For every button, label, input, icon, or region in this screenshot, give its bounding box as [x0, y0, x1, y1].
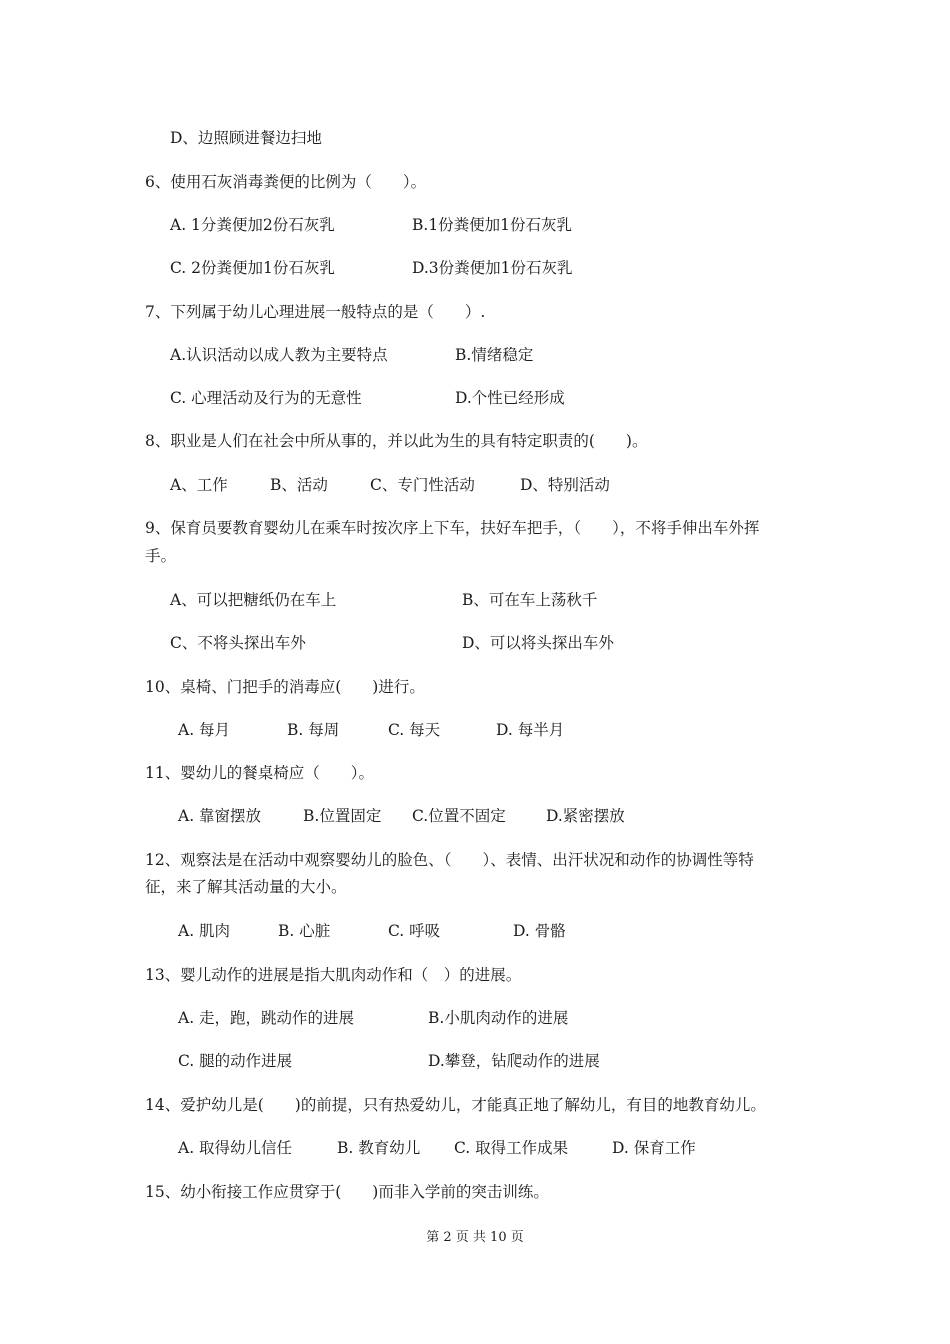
q9-option-c: C、不将头探出车外	[170, 634, 306, 652]
q12-option-d: D. 骨骼	[513, 922, 566, 940]
q9-stem-line1: 9、保育员要教育婴幼儿在乘车时按次序上下车，扶好车把手，（ ），不将手伸出车外挥	[145, 519, 760, 537]
q14-option-b: B. 教育幼儿	[337, 1139, 421, 1157]
q14-option-a: A. 取得幼儿信任	[178, 1139, 293, 1157]
q14-option-c: C. 取得工作成果	[454, 1139, 569, 1157]
q13-option-d: D.攀登，钻爬动作的进展	[428, 1052, 600, 1070]
q14-stem: 14、爱护幼儿是( )的前提，只有热爱幼儿，才能真正地了解幼儿，有目的地教育幼儿。	[145, 1096, 766, 1114]
q10-option-b: B. 每周	[287, 721, 340, 739]
q9-stem-line2: 手。	[145, 547, 177, 565]
q13-option-c: C. 腿的动作进展	[178, 1052, 293, 1070]
q8-option-c: C、专门性活动	[370, 476, 475, 494]
q12-stem-line1: 12、观察法是在活动中观察婴幼儿的脸色、（ ）、表情、出汗状况和动作的协调性等特	[145, 851, 754, 869]
q7-stem: 7、下列属于幼儿心理进展一般特点的是（ ）.	[145, 303, 486, 321]
q11-stem: 11、婴幼儿的餐桌椅应（ ）。	[145, 764, 374, 782]
q10-option-c: C. 每天	[388, 721, 441, 739]
q11-option-b: B.位置固定	[303, 807, 382, 825]
q11-option-d: D.紧密摆放	[546, 807, 625, 825]
q9-option-b: B、可在车上荡秋千	[462, 591, 598, 609]
q10-stem: 10、桌椅、门把手的消毒应( )进行。	[145, 678, 425, 696]
q8-option-d: D、特别活动	[520, 476, 610, 494]
q10-option-d: D. 每半月	[496, 721, 565, 739]
q14-option-d: D. 保育工作	[612, 1139, 696, 1157]
q15-stem: 15、幼小衔接工作应贯穿于( )而非入学前的突击训练。	[145, 1183, 549, 1201]
q6-option-a: A. 1分粪便加2份石灰乳	[170, 216, 335, 234]
q12-stem-line2: 征，来了解其活动量的大小。	[145, 878, 347, 896]
q9-option-a: A、可以把糖纸仍在车上	[170, 591, 337, 609]
q6-option-c: C. 2份粪便加1份石灰乳	[170, 259, 335, 277]
q5-option-d: D、边照顾进餐边扫地	[170, 129, 322, 147]
q7-option-d: D.个性已经形成	[455, 389, 565, 407]
q13-option-a: A. 走，跑，跳动作的进展	[178, 1009, 355, 1027]
q12-option-b: B. 心脏	[278, 922, 331, 940]
q11-option-c: C.位置不固定	[412, 807, 506, 825]
q7-option-a: A.认识活动以成人教为主要特点	[170, 346, 388, 364]
q11-option-a: A. 靠窗摆放	[178, 807, 262, 825]
q13-stem: 13、婴儿动作的进展是指大肌肉动作和（ ）的进展。	[145, 966, 522, 984]
q6-option-d: D.3份粪便加1份石灰乳	[412, 259, 573, 277]
q7-option-c: C. 心理活动及行为的无意性	[170, 389, 362, 407]
page-number-footer: 第 2 页 共 10 页	[426, 1230, 524, 1245]
q8-option-a: A、工作	[170, 476, 228, 494]
q13-option-b: B.小肌肉动作的进展	[428, 1009, 569, 1027]
q6-stem: 6、使用石灰消毒粪便的比例为（ ）。	[145, 173, 427, 191]
q8-option-b: B、活动	[270, 476, 328, 494]
q8-stem: 8、职业是人们在社会中所从事的，并以此为生的具有特定职责的( )。	[145, 432, 648, 450]
q7-option-b: B.情绪稳定	[455, 346, 534, 364]
q12-option-a: A. 肌肉	[178, 922, 231, 940]
q6-option-b: B.1份粪便加1份石灰乳	[412, 216, 573, 234]
q12-option-c: C. 呼吸	[388, 922, 441, 940]
q9-option-d: D、可以将头探出车外	[462, 634, 614, 652]
q10-option-a: A. 每月	[178, 721, 231, 739]
